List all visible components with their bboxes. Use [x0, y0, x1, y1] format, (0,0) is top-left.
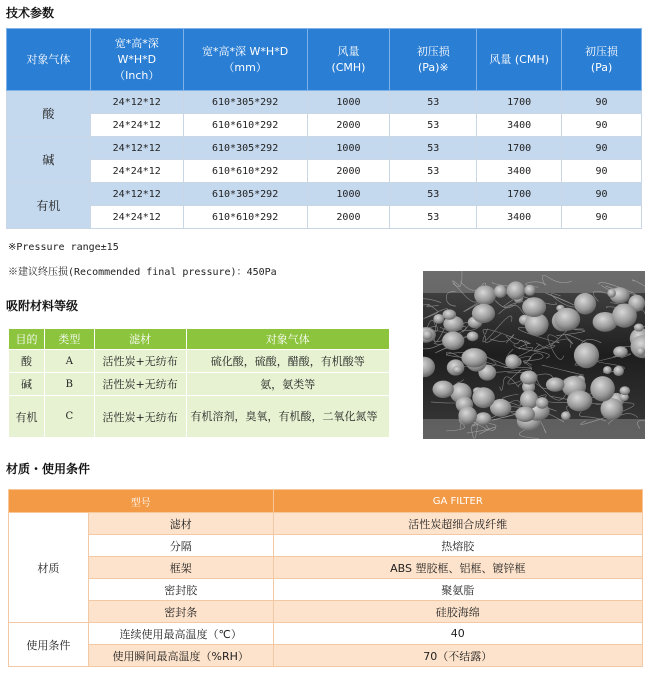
table-row	[7, 183, 642, 206]
cell: 610*305*292	[183, 183, 307, 206]
cell: 聚氨脂	[273, 579, 642, 601]
cell: 密封胶	[88, 579, 273, 601]
cell: 1700	[477, 91, 562, 114]
cell: 90	[562, 206, 642, 229]
cell: 24*24*12	[90, 114, 183, 137]
cell: 3400	[477, 114, 562, 137]
cell: 2000	[307, 160, 390, 183]
cell: 90	[562, 183, 642, 206]
carbon-pellet	[612, 304, 637, 328]
cell: 90	[562, 160, 642, 183]
cell: 2000	[307, 114, 390, 137]
cell: 70（不结露）	[273, 645, 642, 667]
carbon-pellet	[607, 289, 616, 298]
carbon-pellet	[613, 346, 628, 357]
spec-header-pressure: 初压损 (Pa)※	[390, 29, 477, 91]
table-row	[9, 557, 643, 579]
cell: 1000	[307, 91, 390, 114]
spec-header-mm: 宽*高*深 W*H*D （mm）	[183, 29, 307, 91]
carbon-pellet	[554, 308, 580, 331]
cell: 3400	[477, 160, 562, 183]
cell: 24*24*12	[90, 206, 183, 229]
cell: 1700	[477, 137, 562, 160]
carbon-pellet	[442, 332, 464, 351]
cell: 53	[390, 137, 477, 160]
cell: 53	[390, 183, 477, 206]
table-row	[9, 350, 390, 373]
table-row	[7, 137, 642, 160]
cell: 活性炭+无纺布	[94, 373, 186, 396]
cell: ABS 塑胶框、铝框、镀锌框	[273, 557, 642, 579]
carbon-pellet	[475, 412, 491, 425]
cell: C	[44, 396, 94, 438]
carbon-pellet	[522, 297, 546, 317]
cell: 1000	[307, 137, 390, 160]
cell: B	[44, 373, 94, 396]
cell: 90	[562, 91, 642, 114]
adsorb-header-type: 类型	[44, 329, 94, 350]
spec-header-airflow: 风量 (CMH)	[307, 29, 390, 91]
carbon-pellet	[458, 406, 477, 424]
section-title-adsorbent: 吸附材料等级	[6, 299, 79, 313]
carbon-pellet	[472, 304, 495, 323]
filter-media-photo	[423, 271, 645, 439]
cell: 24*12*12	[90, 91, 183, 114]
carbon-pellet	[433, 314, 444, 324]
cell: 53	[390, 91, 477, 114]
cell: 碱	[9, 373, 45, 396]
cell: 90	[562, 114, 642, 137]
carbon-pellet	[536, 397, 549, 409]
adsorbent-table	[8, 328, 390, 438]
carbon-pellet	[634, 324, 644, 332]
carbon-pellet	[461, 348, 487, 367]
cell: 硫化酸，硫酸，醋酸，有机酸等	[186, 350, 389, 373]
cell: 53	[390, 114, 477, 137]
carbon-pellet	[561, 411, 571, 420]
cell: 酸	[9, 350, 45, 373]
table-row	[9, 579, 643, 601]
carbon-pellet	[433, 381, 454, 398]
carbon-pellet	[620, 386, 631, 395]
adsorb-header-gas: 对象气体	[186, 329, 389, 350]
carbon-pellet	[603, 366, 612, 374]
carbon-pellet	[637, 347, 645, 355]
table-row	[9, 645, 643, 667]
cell: 24*24*12	[90, 160, 183, 183]
cell: 有机溶剂，臭氧，有机酸，二氧化氮等	[186, 396, 389, 438]
cell: 24*12*12	[90, 137, 183, 160]
cell: 3400	[477, 206, 562, 229]
cell: 610*610*292	[183, 160, 307, 183]
cell: 90	[562, 137, 642, 160]
table-row	[9, 513, 643, 535]
cell: 1700	[477, 183, 562, 206]
carbon-pellet	[467, 331, 479, 341]
cell: 1000	[307, 183, 390, 206]
table-row	[9, 373, 390, 396]
carbon-pellet	[505, 354, 520, 369]
cell: 活性炭超细合成纤维	[273, 513, 642, 535]
cell: 密封条	[88, 601, 273, 623]
adsorb-header-media: 滤材	[94, 329, 186, 350]
table-row	[7, 114, 642, 137]
spec-header-inch: 宽*高*深 W*H*D （Inch）	[90, 29, 183, 91]
cell: 活性炭+无纺布	[94, 350, 186, 373]
spec-header-pressure-2: 初压损 (Pa)	[562, 29, 642, 91]
carbon-pellet	[613, 366, 624, 376]
gas-group-organic: 有机	[7, 183, 91, 229]
table-row	[7, 160, 642, 183]
material-group-label: 材质	[9, 513, 89, 623]
table-row	[9, 623, 643, 645]
cell: 滤材	[88, 513, 273, 535]
cell: 连续使用最高温度（℃）	[88, 623, 273, 645]
carbon-pellet	[507, 281, 525, 299]
table-row	[7, 206, 642, 229]
cell: 53	[390, 206, 477, 229]
table-row	[9, 601, 643, 623]
specs-table	[6, 28, 642, 229]
carbon-pellet	[525, 285, 536, 296]
cell: 610*610*292	[183, 114, 307, 137]
carbon-pellet	[590, 376, 615, 401]
conditions-group-label: 使用条件	[9, 623, 89, 667]
cell: 610*305*292	[183, 91, 307, 114]
spec-header-airflow-2: 风量 (CMH)	[477, 29, 562, 91]
section-title-specs: 技术参数	[6, 6, 55, 20]
material-header-model: 型号	[9, 490, 274, 513]
cell: 分隔	[88, 535, 273, 557]
carbon-pellet	[574, 343, 599, 369]
adsorb-header-purpose: 目的	[9, 329, 45, 350]
gas-group-acid: 酸	[7, 91, 91, 137]
carbon-pellet	[546, 377, 565, 391]
cell: 610*305*292	[183, 137, 307, 160]
carbon-pellet	[443, 309, 457, 319]
cell: 活性炭+无纺布	[94, 396, 186, 438]
final-pressure-note: ※建议终压损(Recommended final pressure)：450Pa	[8, 267, 277, 278]
spec-header-gas: 对象气体	[7, 29, 91, 91]
cell: 24*12*12	[90, 183, 183, 206]
cell: 有机	[9, 396, 45, 438]
section-title-material: 材质・使用条件	[6, 462, 91, 476]
cell: 40	[273, 623, 642, 645]
cell: A	[44, 350, 94, 373]
cell: 框架	[88, 557, 273, 579]
carbon-pellet	[574, 293, 596, 315]
carbon-pellet	[494, 285, 507, 298]
cell: 氨，氨类等	[186, 373, 389, 396]
cell: 53	[390, 160, 477, 183]
material-header-value: GA FILTER	[273, 490, 642, 513]
material-table	[8, 489, 643, 667]
table-row	[7, 91, 642, 114]
cell: 使用瞬间最高温度（%RH）	[88, 645, 273, 667]
cell: 热熔胶	[273, 535, 642, 557]
table-row	[9, 396, 390, 438]
carbon-pellet	[520, 371, 537, 385]
carbon-pellet	[567, 390, 592, 411]
carbon-pellet	[474, 286, 496, 306]
cell: 610*610*292	[183, 206, 307, 229]
carbon-pellet	[472, 387, 495, 408]
pressure-range-note: ※Pressure range±15	[8, 242, 119, 253]
table-row	[9, 535, 643, 557]
cell: 硅胶海绵	[273, 601, 642, 623]
carbon-pellet	[520, 390, 538, 409]
gas-group-alkali: 碱	[7, 137, 91, 183]
carbon-pellet	[453, 366, 463, 374]
cell: 2000	[307, 206, 390, 229]
carbon-pellet	[515, 407, 535, 422]
